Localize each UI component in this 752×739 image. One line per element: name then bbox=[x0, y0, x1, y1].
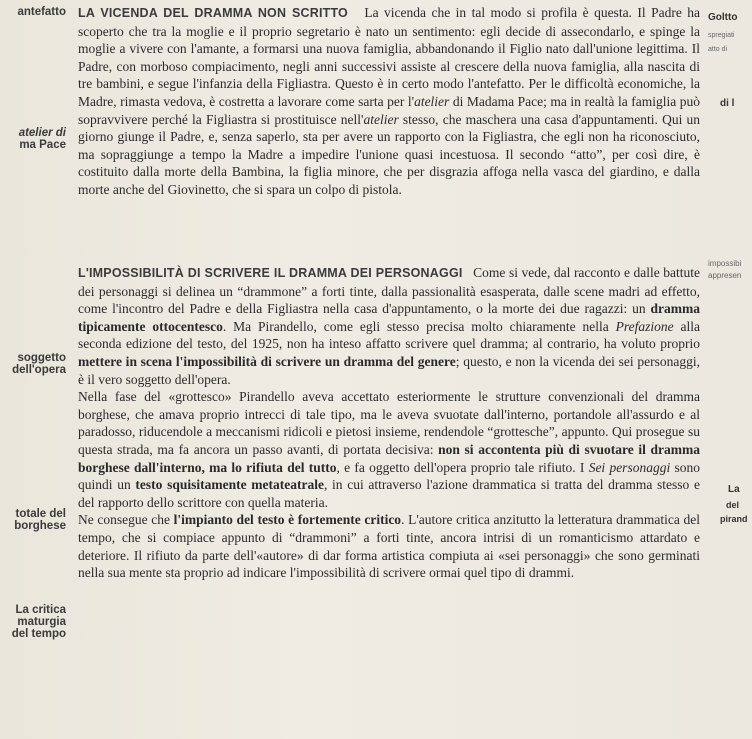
bold-run: dramma tipicamente ottocentesco bbox=[78, 301, 700, 334]
bold-run: testo squisitamente metateatrale bbox=[135, 477, 324, 493]
margin-note-critica bbox=[0, 604, 66, 640]
margin-note-totale bbox=[0, 508, 66, 532]
text-run: alla seconda edizione del testo, del 1925, non ha inteso affatto scrivere quel dramma; al contrario, ha voluto proprio bbox=[78, 318, 700, 352]
right-margin-fragment: appresen bbox=[708, 271, 742, 280]
margin-note-line: maturgia bbox=[17, 616, 66, 628]
paragraph bbox=[78, 388, 700, 511]
margin-note-line: ma Pace bbox=[19, 139, 66, 151]
section-heading: LA VICENDA DEL DRAMMA NON SCRITTO bbox=[78, 6, 348, 20]
right-margin-fragment: La bbox=[728, 484, 740, 495]
margin-note-line: dell'opera bbox=[12, 364, 66, 376]
margin-note-line: totale del bbox=[15, 508, 66, 520]
paragraph bbox=[78, 264, 700, 388]
text-run: ; questo, e non la vicenda dei sei personaggi, è il vero soggetto dell'opera. bbox=[78, 353, 700, 387]
margin-note-line: La critica bbox=[15, 604, 66, 616]
text-run: di Madama Pace; ma in realtà la famiglia può sopravvivere perché la Figliastra si prostituisce nell' bbox=[78, 93, 700, 127]
bold-run: mettere in scena l'impossibilità di scrivere un dramma del genere bbox=[78, 353, 456, 369]
right-margin-fragment: pirand bbox=[720, 514, 748, 524]
text-run: Nella fase del «grottesco» Pirandello aveva accettato esteriormente le strutture convenzionali del dramma borghese, che amava proprio intrecci di tale tipo, ma le aveva svuotate dall'interno, portandole all'assurdo e al paradosso, riducendole a meccanismi ridicoli e pietosi insieme, rendendole “grottesche”, appunto. Qui prosegue su questa strada, ma fa ancora un passo avanti, di portata decisiva: bbox=[78, 389, 700, 457]
bold-run: l'impianto del testo è fortemente critico bbox=[173, 512, 402, 528]
section-impossibilita bbox=[78, 264, 700, 582]
right-margin-fragment: atto di bbox=[708, 46, 728, 53]
section-heading: L'IMPOSSIBILITÀ DI SCRIVERE IL DRAMMA DEI PERSONAGGI bbox=[78, 266, 463, 280]
text-run: La vicenda che in tal modo si profila è questa. Il Padre ha scoperto che tra la moglie e il proprio segretario è nato un sentimento: egli decide di assecondarlo, e spinge la moglie a vivere con l'amante, a formarsi una nuova famiglia, abbandonando il Figlio nato dall'unione legittima. Il Padre, con morboso compiacimento, negli anni successivi assiste al crescere della nuova famiglia, alla nascita di tre bambini, e segue l'infanzia della Figliastra. Questo è in certo modo l'antefatto. Per le difficoltà economiche, la Madre, rimasta vedova, è costretta a lavorare come sarta per l' bbox=[78, 5, 701, 109]
text-run: Come si vede, dal racconto e dalle battute dei personaggi si delinea un “drammone” a forti tinte, dalla passionalità esasperata, dalle scene madri ad effetto, come l'incontro del Padre e della Figliastra nella casa d'appuntamento, o la morte dei due ragazzi: un bbox=[78, 265, 700, 317]
section-vicenda bbox=[78, 4, 700, 199]
margin-note-line: borghese bbox=[14, 520, 66, 532]
paragraph bbox=[78, 511, 700, 581]
margin-note-line: antefatto bbox=[17, 6, 66, 18]
italic-run: Sei personaggi bbox=[588, 459, 671, 475]
text-run: Ne consegue che bbox=[78, 512, 174, 528]
right-margin-fragment: del bbox=[726, 500, 740, 510]
text-run: . Ma Pirandello, come egli stesso precisa molto chiaramente nella bbox=[222, 318, 616, 334]
margin-note-antefatto bbox=[0, 6, 66, 18]
margin-note-soggetto bbox=[0, 352, 66, 376]
right-margin-fragment: Goltto bbox=[708, 12, 738, 23]
right-margin-fragment: spregiati bbox=[708, 32, 735, 39]
bold-run: non si accontenta più di svuotare il dramma borghese dall'interno, ma lo rifiuta del tutto bbox=[78, 441, 701, 475]
margin-note-line: del tempo bbox=[11, 628, 66, 640]
margin-note-atelier bbox=[0, 127, 66, 151]
right-margin-fragment: di l bbox=[720, 98, 735, 109]
paragraph bbox=[78, 4, 700, 199]
margin-note-line: soggetto bbox=[17, 352, 66, 364]
text-run: . L'autore critica anzitutto la letteratura drammatica del tempo, che si compiace appunto di “drammoni” a forti tinte, ancora intrisi di un romanticismo attardato e deteriore. Il rifiuto da parte dell'«autore» di dar forma artistica compiuta ai «sei personaggi» che sono germinati nella sua mente sta proprio ad indicare l'impossibilità di scrivere ormai quel tipo di drammi. bbox=[78, 512, 700, 581]
text-run: sono quindi un bbox=[78, 459, 700, 493]
text-run: stesso, che maschera una casa d'appuntamenti. Qui un giorno giunge il Padre, e, senza saperlo, sta per avere un rapporto con la Figliastra, che egli non ha riconosciuto, ma sopraggiunge a tempo la Madre a impedire l'unione quasi incestuosa. Il secondo “atto”, per così dire, è costituito dalla morte della Bambina, la figlia minore, che per disgrazia affoga nella vasca del giardino, e dalla morte anche del Giovinetto, che si spara un colpo di pistola. bbox=[78, 111, 700, 197]
text-run: , in cui attraverso l'azione drammatica si tratta del dramma stesso e del rapporto dello scrittore con quella materia. bbox=[78, 477, 700, 510]
margin-note-line: atelier di bbox=[18, 127, 66, 139]
text-run: , e fa oggetto dell'opera proprio tale rifiuto. I bbox=[336, 459, 589, 475]
italic-run: Prefazione bbox=[615, 318, 674, 334]
italic-run: atelier bbox=[363, 111, 399, 127]
right-margin-fragment: impossibi bbox=[708, 259, 742, 268]
italic-run: atelier bbox=[414, 93, 450, 109]
